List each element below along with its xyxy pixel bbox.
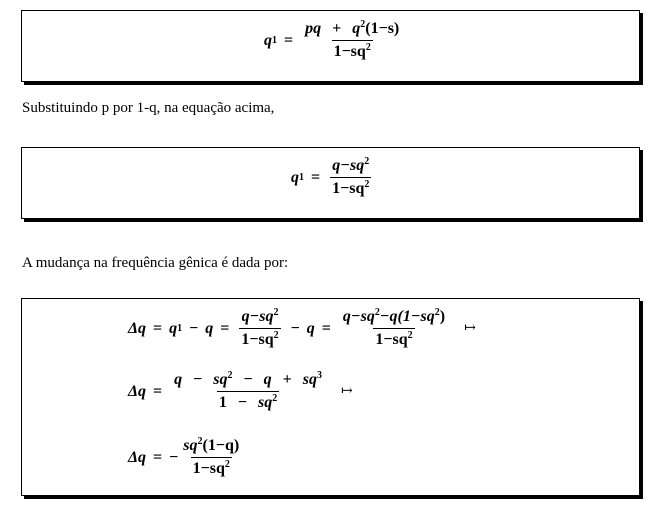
eq4-equals: = [153,382,163,400]
eq1-num-q: q [352,20,361,37]
eq3-equals: = [153,319,163,337]
eq3-frac1-den-exp: 2 [273,330,279,341]
eq5-fraction [181,437,241,478]
eq3-minus-2: − [290,319,300,337]
eq4-num-plus: + [282,371,292,388]
eq3-minus: − [189,319,199,337]
eq1-numerator [303,20,401,40]
eq1-fraction [303,20,401,61]
paragraph-frequency-change: A mudança na frequência gênica é dada por: [22,255,289,271]
paragraph-substitution: Substituindo p por 1-q, na equação acima, [22,100,275,116]
eq3-equals-2: = [321,319,331,337]
eq4-den-one: 1 [218,394,227,411]
eq4-num-exp-2: 2 [227,370,233,381]
eq5-equals: = [153,448,163,466]
eq3-frac1-denominator [239,328,280,349]
eq5-num-exp: 2 [197,436,203,447]
eq5-den-base: 1−sq [192,460,225,477]
eq5-denominator [191,457,232,478]
eq1-den-exp: 2 [365,42,371,53]
eq4-numerator [172,371,324,391]
eq5-den-exp: 2 [224,459,230,470]
eq1-num-plus: + [332,20,342,37]
eq4-num-exp-3: 3 [317,370,322,381]
eq4-denominator [217,391,279,412]
eq5-lhs: Δq [128,448,147,466]
eq3-frac2-den-exp: 2 [407,330,413,341]
eq4-num-q-2: q [263,371,272,388]
eq3-frac1-den-base: 1−sq [241,331,274,348]
eq1-num-exp: 2 [360,19,366,30]
eq3-frac1-num-exp: 2 [273,307,279,318]
eq4-num-minus-2: − [243,371,253,388]
eq3-frac2-num-b: −q(1−sq [379,308,435,325]
eq4-lhs: Δq [128,382,147,400]
eq2-lhs: q [291,168,299,186]
eq3-t3: q [306,319,315,337]
eq2-numerator [330,157,371,177]
eq2-fraction [330,157,371,198]
equation-q1-substituted: q 1 = $\frac{q-sq^2}{1-sq^2}$ [291,156,370,197]
eq3-maps-to-arrow: ↦ [464,321,476,336]
eq3-t2: q [205,319,214,337]
eq3-equals-b: = [220,319,230,337]
eq3-frac1-num-base: q−sq [241,308,274,325]
eq3-frac2-den-base: 1−sq [375,331,408,348]
eq2-num-exp: 2 [364,156,370,167]
eq2-num-base: q−sq [332,157,365,174]
eq2-denominator [330,177,371,198]
eq1-equals: = [284,31,294,49]
eq1-denominator [332,40,373,61]
eq2-den-base: 1−sq [332,180,365,197]
equation-delta-q-step1: Δq = q 1 − q = $\frac{q-sq^2}{1-sq^2}$ − q = $\frac{q-sq^2-q(1-sq^2)}{1-sq^2}$ ↦ [128,307,476,348]
eq4-num-minus-1: − [193,371,203,388]
eq5-num-factor: (1−q) [202,437,240,454]
equation-q1-definition: q 1 = $\frac{pq + q^2(1-s)}{1-sq^2}$ [264,19,400,60]
eq3-fraction-2 [341,308,447,349]
eq3-frac2-num-close: ) [439,308,446,325]
eq5-numerator [181,437,241,457]
eq1-num-pq: pq [305,20,322,37]
equation-delta-q-final [128,437,244,478]
eq3-frac2-denominator [373,328,414,349]
eq3-frac2-num-exp-b: 2 [434,307,440,318]
eq3-frac2-num-exp-a: 2 [374,307,380,318]
eq5-sign: − [169,448,179,466]
eq3-t1: q [169,319,178,337]
eq3-frac2-numerator [341,308,447,328]
eq3-frac2-num-a: q−sq [342,308,375,325]
eq4-fraction [172,371,324,412]
eq4-num-q: q [174,371,183,388]
eq1-num-factor: (1−s) [365,20,400,37]
eq3-fraction-1 [239,308,280,349]
eq1-lhs: q [264,31,272,49]
eq4-num-sq-2: sq [302,371,317,388]
eq4-den-exp: 2 [272,393,278,404]
eq5-num-sq: sq [183,437,198,454]
eq4-den-minus: − [237,394,248,411]
eq1-den-base: 1−sq [333,43,366,60]
eq2-equals: = [311,168,321,186]
eq4-num-sq: sq [213,371,228,388]
eq3-frac1-numerator [240,308,281,328]
equation-delta-q-step2 [128,371,353,412]
eq3-lhs: Δq [128,319,147,337]
eq4-den-sq: sq [258,394,273,411]
eq4-maps-to-arrow: ↦ [341,384,353,399]
eq2-den-exp: 2 [364,179,370,190]
